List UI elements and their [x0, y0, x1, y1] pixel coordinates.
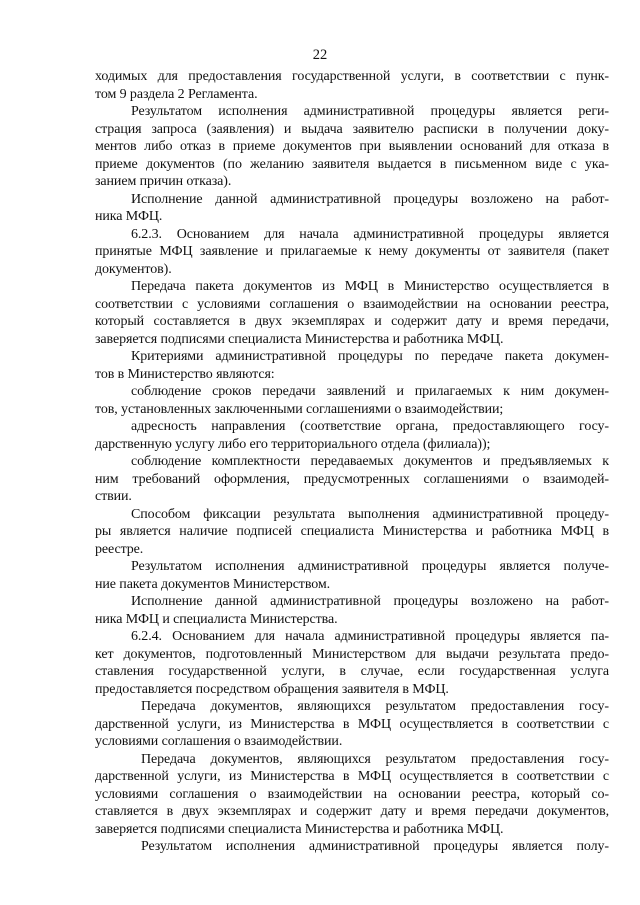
text-line: Передача документов, являющихся результатом предоставления госу-	[141, 699, 609, 714]
text-line: заверяется подписями специалиста Министерства и работника МФЦ.	[95, 331, 504, 347]
text-line: ставляется в двух экземплярах и содержит дату и время передачи документов,	[95, 804, 609, 819]
text-line: ходимых для предоставления государственной услуги, в соответствии с пунк-	[95, 69, 609, 84]
text-line: соответствии с условиями соглашения о взаимодействии на основании реестра,	[95, 296, 609, 312]
text-line: Результатом исполнения административной процедуры является полу-	[141, 839, 609, 854]
text-line: ставления государственной услуги, в случае, если государственная услуга	[95, 664, 609, 679]
text-line: 6.2.4. Основанием для начала административной процедуры является па-	[131, 629, 609, 644]
text-line: Передача пакета документов из МФЦ в Министерство осуществляется в	[131, 279, 609, 294]
text-line: Способом фиксации результата выполнения административной процеду-	[131, 506, 609, 522]
text-line: условиями соглашения о взаимодействии.	[95, 734, 343, 749]
text-line: условиями соглашения о взаимодействии на основании реестра, который со-	[95, 786, 609, 802]
text-line: Критериями административной процедуры по передаче пакета докумен-	[131, 349, 609, 364]
text-line: кет документов, подготовленный Министерством для выдачи результата предо-	[95, 646, 609, 662]
text-line: реестре.	[95, 541, 144, 557]
text-line: Исполнение данной административной процедуры возложено на работ-	[131, 191, 609, 207]
body-text	[95, 68, 609, 856]
text-line: Результатом исполнения административной процедуры является получе-	[131, 559, 609, 574]
text-line: тов в Министерство являются:	[95, 366, 275, 382]
text-line: адресность направления (соответствие органа, предоставляющего госу-	[131, 419, 609, 434]
text-line: приеме документов (по желанию заявителя выдается в письменном виде с ука-	[95, 156, 609, 172]
text-line: соблюдение сроков передачи заявлений и прилагаемых к ним докумен-	[131, 384, 609, 399]
text-line: ним требований оформления, предусмотренных соглашениями о взаимодей-	[95, 471, 609, 487]
text-line: принятые МФЦ заявление и прилагаемые к нему документы от заявителя (пакет	[95, 244, 609, 259]
text-line: дарственной услуги, из Министерства в МФЦ осуществляется в соответствии с	[95, 716, 609, 732]
text-line: страция запроса (заявления) и выдача заявителю расписки в получении доку-	[95, 121, 609, 137]
text-line: 6.2.3. Основанием для начала административной процедуры является	[131, 226, 609, 242]
text-line: документов).	[95, 261, 172, 277]
text-line: Исполнение данной административной процедуры возложено на работ-	[131, 594, 609, 609]
text-line: том 9 раздела 2 Регламента.	[95, 86, 258, 102]
text-line: предоставляется посредством обращения заявителя в МФЦ.	[95, 681, 449, 697]
page-number: 22	[312, 47, 328, 63]
text-line: ние пакета документов Министерством.	[95, 576, 331, 592]
text-line: занием причин отказа).	[95, 174, 232, 189]
text-line: ника МФЦ.	[95, 209, 163, 224]
text-line: который составляется в двух экземплярах и содержит дату и время передачи,	[95, 314, 609, 329]
text-line: дарственной услуги, из Министерства в МФЦ осуществляется в соответствии с	[95, 769, 609, 784]
text-line: соблюдение комплектности передаваемых документов и предъявляемых к	[131, 454, 609, 469]
text-line: дарственную услугу либо его территориального отдела (филиала));	[95, 436, 491, 452]
text-line: ника МФЦ и специалиста Министерства.	[95, 611, 338, 627]
text-line: ры является наличие подписей специалиста Министерства и работника МФЦ в	[95, 524, 609, 539]
text-line: заверяется подписями специалиста Министерства и работника МФЦ.	[95, 821, 504, 837]
text-line: Передача документов, являющихся результатом предоставления госу-	[141, 751, 609, 767]
text-line: ментов либо отказ в приеме документов при выявлении оснований для отказа в	[95, 139, 609, 154]
text-line: тов, установленных заключенными соглашениями о взаимодействии;	[95, 401, 504, 417]
text-line: ствии.	[95, 489, 132, 504]
text-line: Результатом исполнения административной процедуры является реги-	[131, 104, 609, 119]
